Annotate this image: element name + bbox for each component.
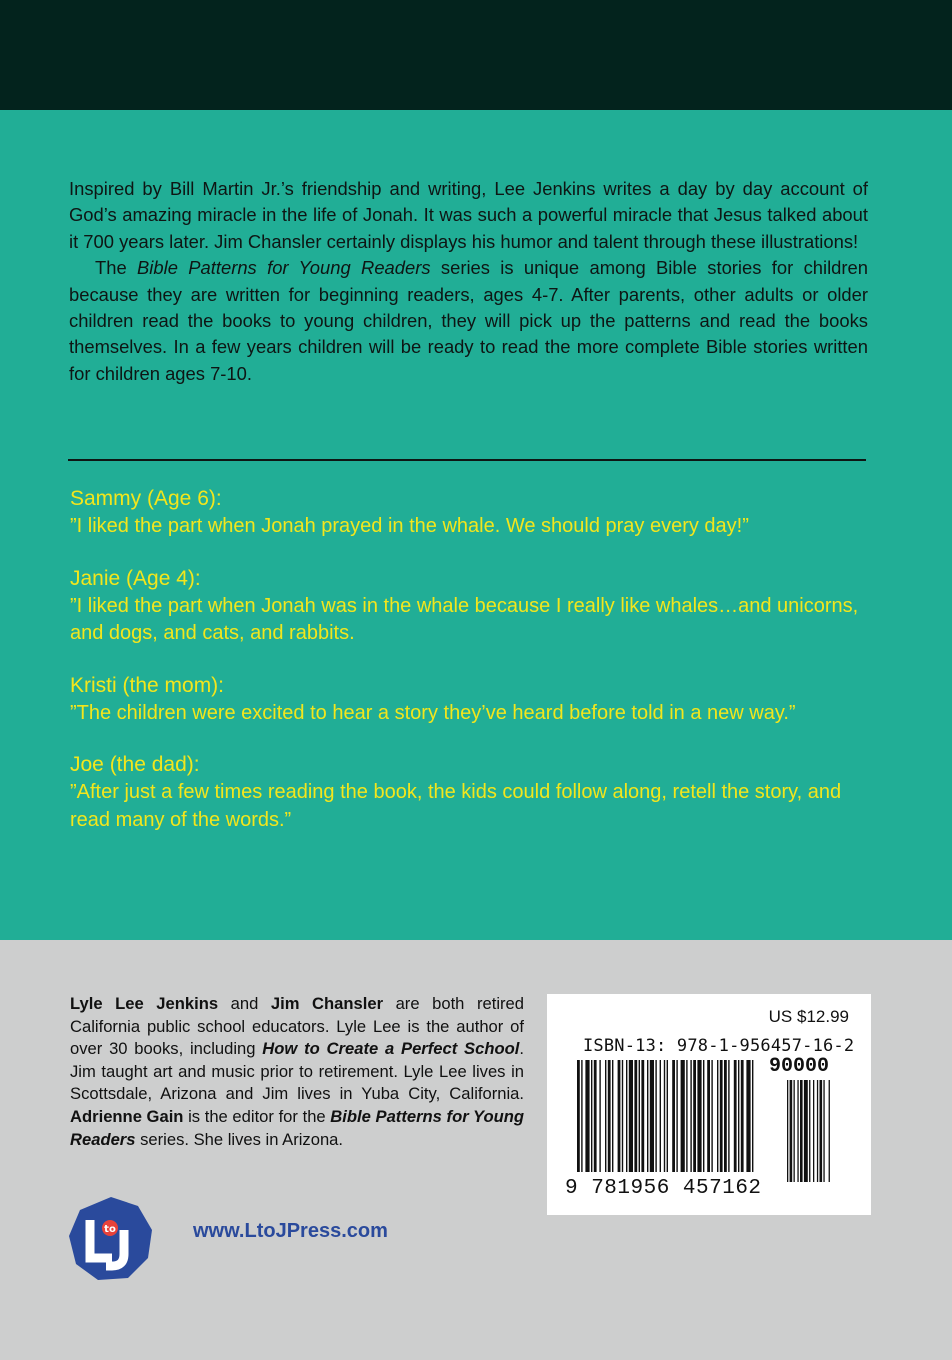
review-quote: ”The children were excited to hear a story they’ve heard before told in a new way.” <box>70 701 796 724</box>
book-description <box>69 176 868 387</box>
price-label: US $12.99 <box>768 1007 849 1026</box>
svg-text:to: to <box>104 1224 116 1235</box>
review-item <box>70 565 870 648</box>
price-addon-code: 90000 <box>769 1055 830 1078</box>
top-dark-band <box>0 0 952 110</box>
description-paragraph-1: Inspired by Bill Martin Jr.’s friendship and writing, Lee Jenkins writes a day by day account of God’s amazing miracle in the life of Jonah. It was such a powerful miracle that Jesus talked about it 700 years later. Jim Chansler certainly displays his humor and talent through these illustrations! <box>69 178 868 252</box>
barcode-digits: 9 781956 457162 <box>565 1177 762 1200</box>
ltoj-logo-icon <box>68 1196 154 1282</box>
barcode-icon <box>577 1060 853 1182</box>
reader-reviews <box>70 485 870 858</box>
section-divider <box>68 459 866 461</box>
publisher-website-link[interactable]: www.LtoJPress.com <box>193 1220 388 1242</box>
reviewer-name: Joe (the dad): <box>70 753 200 776</box>
review-quote: ”After just a few times reading the book, the kids could follow along, retell the story, and read many of the words.” <box>70 781 842 831</box>
reviewer-name: Janie (Age 4): <box>70 566 201 590</box>
reviewer-name: Kristi (the mom): <box>70 673 225 697</box>
description-paragraph-2: The Bible Patterns for Young Readers series is unique among Bible stories for children because they are written for beginning readers, ages 4-7. After parents, other adults or older children read the books to young children, they will pick up the patterns and read the books themselves. In a few years children will be ready to read the more complete Bible stories written for children ages 7-10. <box>69 257 868 384</box>
series-title: Bible Patterns for Young Readers <box>137 257 431 279</box>
review-item <box>70 672 870 728</box>
reviewer-name: Sammy (Age 6): <box>70 487 222 510</box>
review-item <box>70 485 870 541</box>
isbn-number: ISBN-13: 978-1-956457-16-2 <box>583 1036 855 1056</box>
review-item <box>70 751 870 834</box>
isbn-barcode-box <box>547 994 871 1215</box>
author-bio: Lyle Lee Jenkins and Jim Chansler are both retired California public school educators. Lyle Lee is the author of over 30 books, including How to Create a Perfect School. Jim taught art and music prior to retirement. Lyle Lee lives in Scottsdale, Arizona and Jim lives in Yuba City, California. Adrienne Gain is the editor for the Bible Patterns for Young Readers series. She lives in Arizona. <box>70 994 525 1149</box>
review-quote: ”I liked the part when Jonah was in the whale because I really like whales…and unicorns, and dogs, and cats, and rabbits. <box>70 594 859 644</box>
review-quote: ”I liked the part when Jonah prayed in the whale. We should pray every day!” <box>70 515 749 537</box>
